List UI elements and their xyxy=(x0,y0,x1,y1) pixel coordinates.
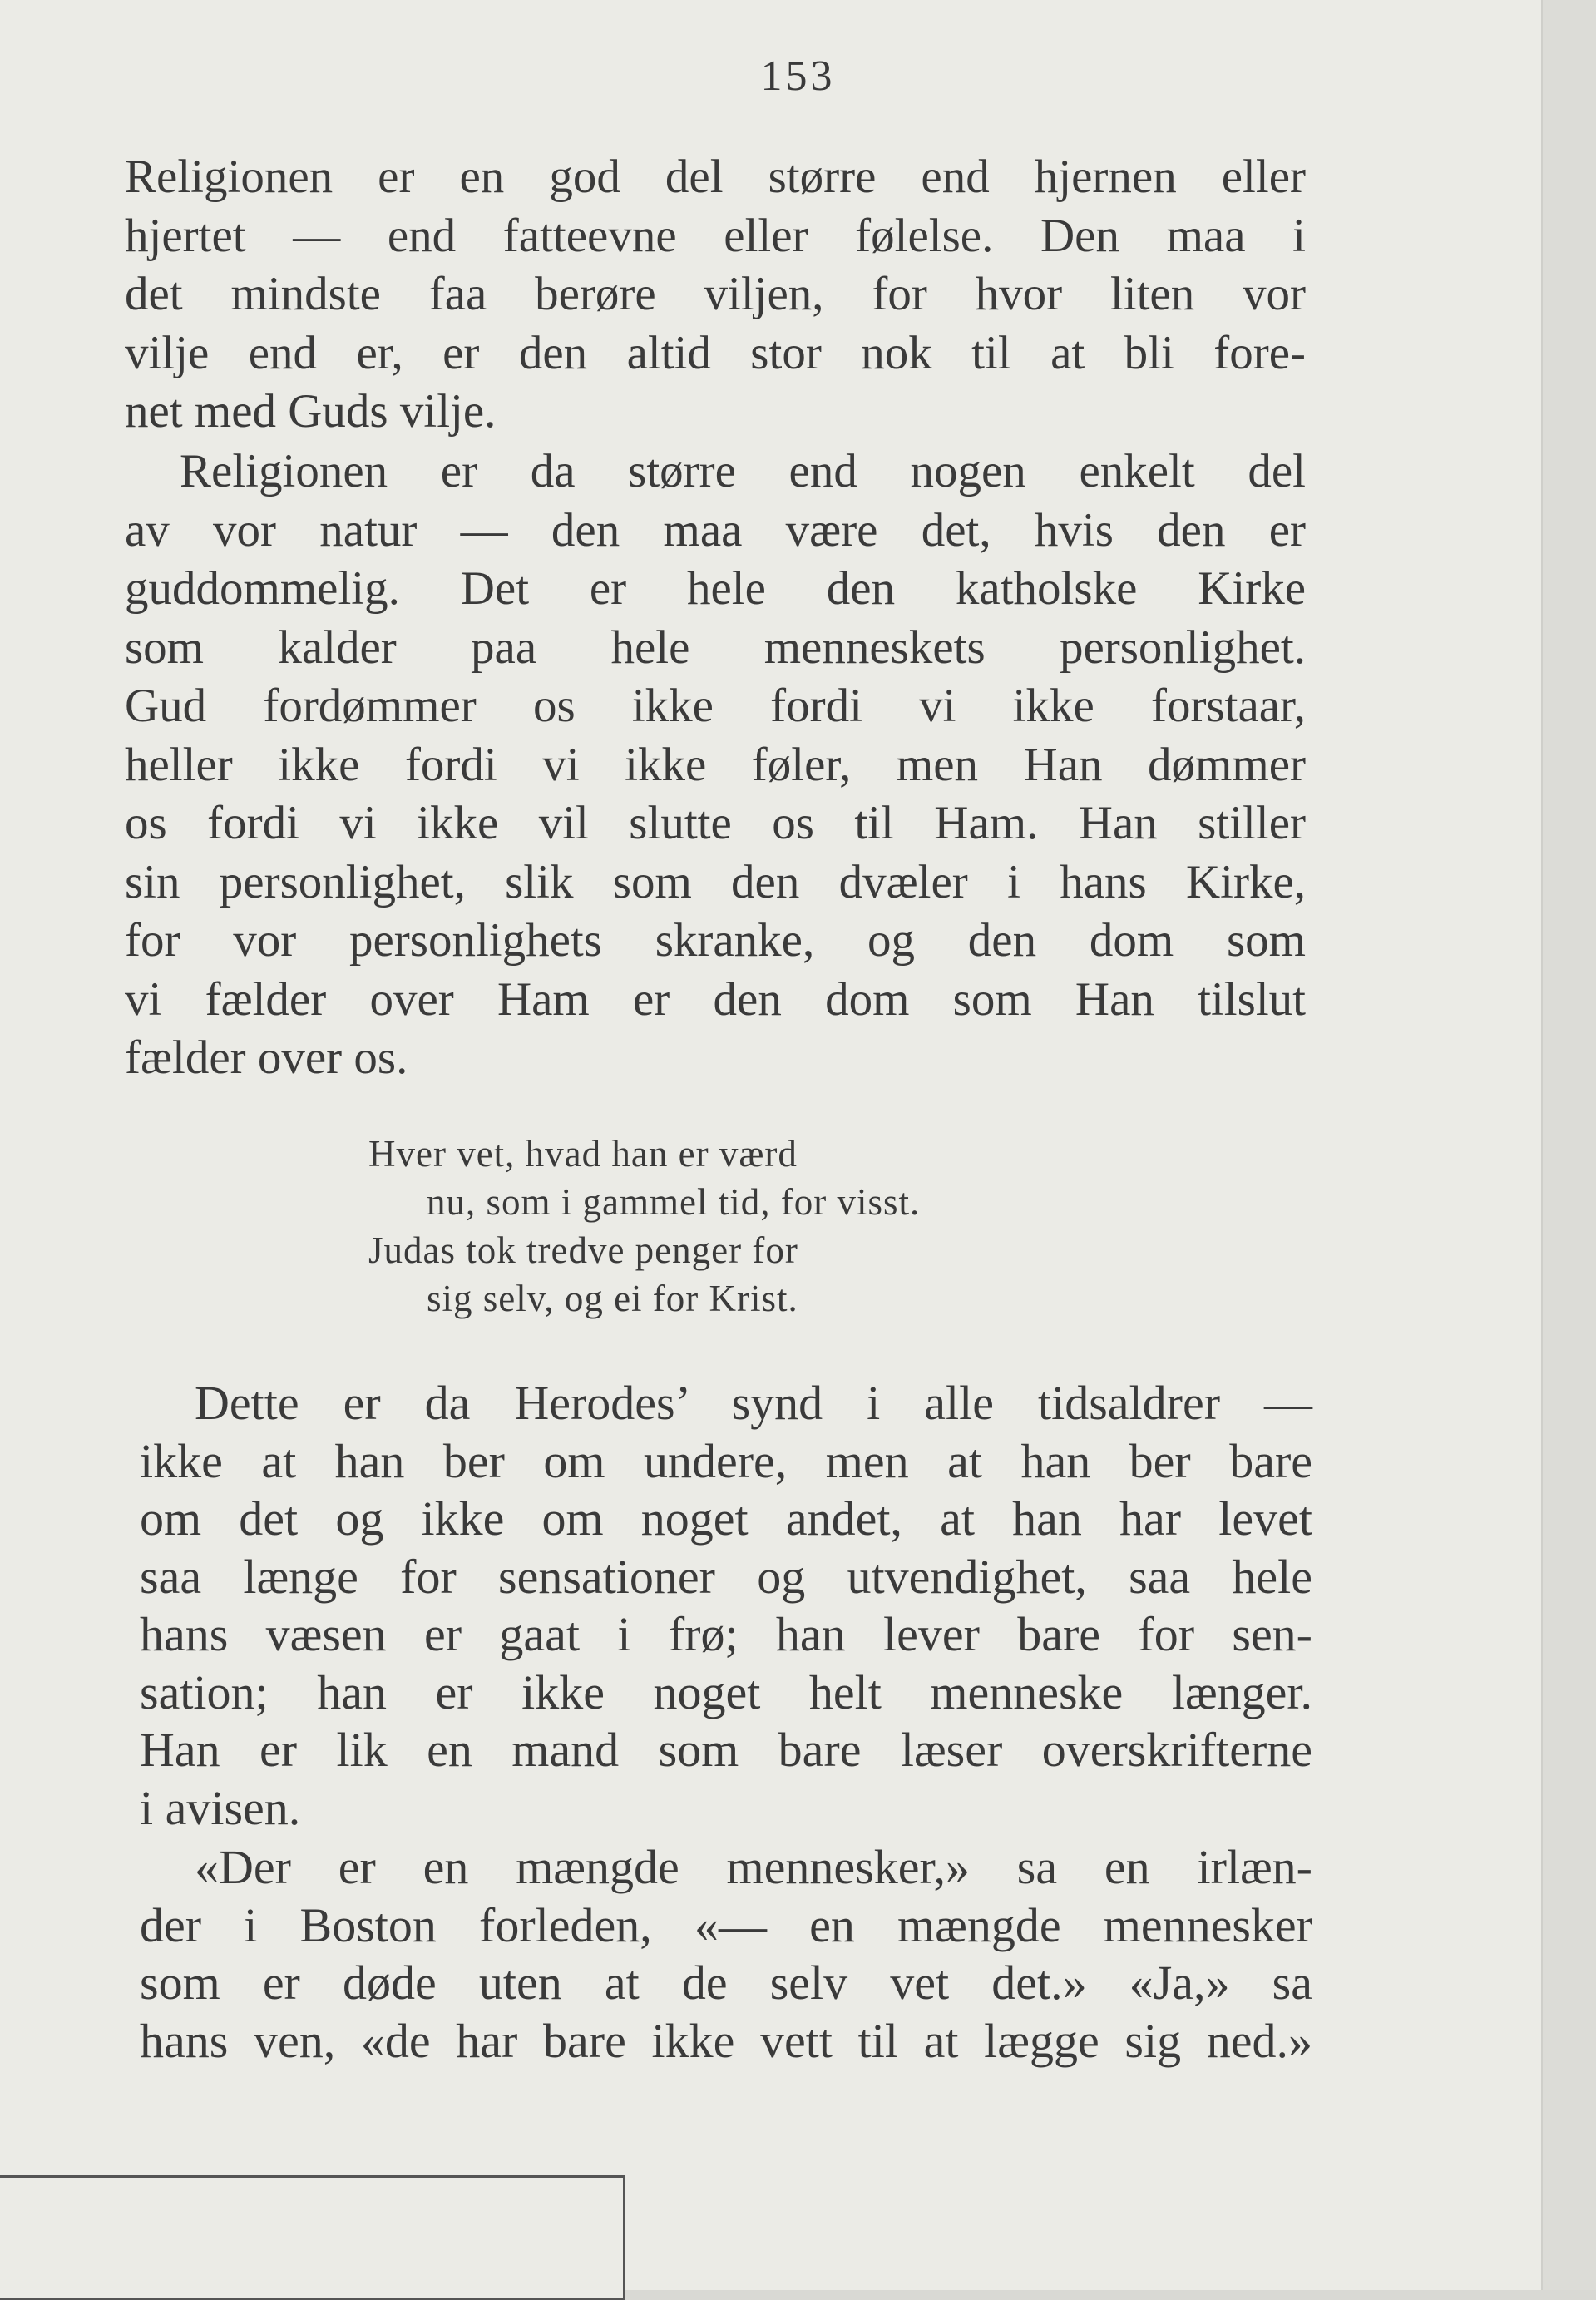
poem-stanza xyxy=(368,1130,920,1323)
text-line: der i Boston forleden, «— en mængde mennesker xyxy=(140,1897,1312,1952)
text-line: Dette er da Herodes’ synd i alle tidsaldrer — xyxy=(195,1376,1312,1430)
text-line: saa længe for sensationer og utvendighet, saa hele xyxy=(140,1549,1312,1604)
paragraph-1 xyxy=(125,148,1306,442)
text-line: net med Guds vilje. xyxy=(125,385,497,438)
text-line: hans ven, «de har bare ikke vett til at lægge sig ned.» xyxy=(140,2013,1312,2068)
poem-line: Hver vet, hvad han er værd xyxy=(368,1133,798,1175)
text-line: os fordi vi ikke vil slutte os til Ham. Han stiller xyxy=(125,797,1306,849)
text-line: for vor personlighets skranke, og den dom som xyxy=(125,914,1306,967)
text-line: hans væsen er gaat i frø; han lever bare for sen- xyxy=(140,1607,1312,1661)
page-number: 153 xyxy=(760,52,836,100)
text-line: om det og ikke om noget andet, at han har levet xyxy=(140,1491,1312,1546)
paragraph-3 xyxy=(140,1374,1312,1837)
text-line: i avisen. xyxy=(140,1780,301,1835)
text-line: guddommelig. Det er hele den katholske Kirke xyxy=(125,562,1306,615)
text-line: heller ikke fordi vi ikke føler, men Han dømmer xyxy=(125,738,1306,791)
paragraph-4 xyxy=(140,1838,1312,2070)
paragraph-2 xyxy=(125,443,1306,1088)
text-line: hjertet — end fatteevne eller følelse. Den maa i xyxy=(125,209,1306,262)
text-line: av vor natur — den maa være det, hvis den er xyxy=(125,503,1306,556)
text-line: sation; han er ikke noget helt menneske længer. xyxy=(140,1664,1312,1719)
text-line: ikke at han ber om undere, men at han ber bare xyxy=(140,1433,1312,1488)
poem-line: sig selv, og ei for Krist. xyxy=(427,1278,798,1319)
library-label-box xyxy=(0,2175,625,2300)
text-line: Religionen er da større end nogen enkelt del xyxy=(180,445,1306,497)
text-line: vilje end er, er den altid stor nok til at bli fore- xyxy=(125,326,1306,379)
text-line: Han er lik en mand som bare læser overskrifterne xyxy=(140,1723,1312,1777)
poem-line: Judas tok tredve penger for xyxy=(368,1229,798,1271)
text-line: som kalder paa hele menneskets personlighet. xyxy=(125,621,1306,674)
text-line: sin personlighet, slik som den dvæler i hans Kirke, xyxy=(125,855,1306,908)
poem-line: nu, som i gammel tid, for visst. xyxy=(427,1181,921,1223)
text-line: «Der er en mængde mennesker,» sa en irlæn- xyxy=(195,1840,1312,1894)
text-line: som er døde uten at de selv vet det.» «Ja,» sa xyxy=(140,1956,1312,2010)
text-line: vi fælder over Ham er den dom som Han tilslut xyxy=(125,972,1306,1026)
text-line: Religionen er en god del større end hjernen eller xyxy=(125,151,1306,203)
page-edge xyxy=(1541,0,1596,2290)
text-line: Gud fordømmer os ikke fordi vi ikke forstaar, xyxy=(125,680,1306,732)
text-line: fælder over os. xyxy=(125,1031,408,1084)
text-line: det mindste faa berøre viljen, for hvor liten vor xyxy=(125,268,1306,320)
